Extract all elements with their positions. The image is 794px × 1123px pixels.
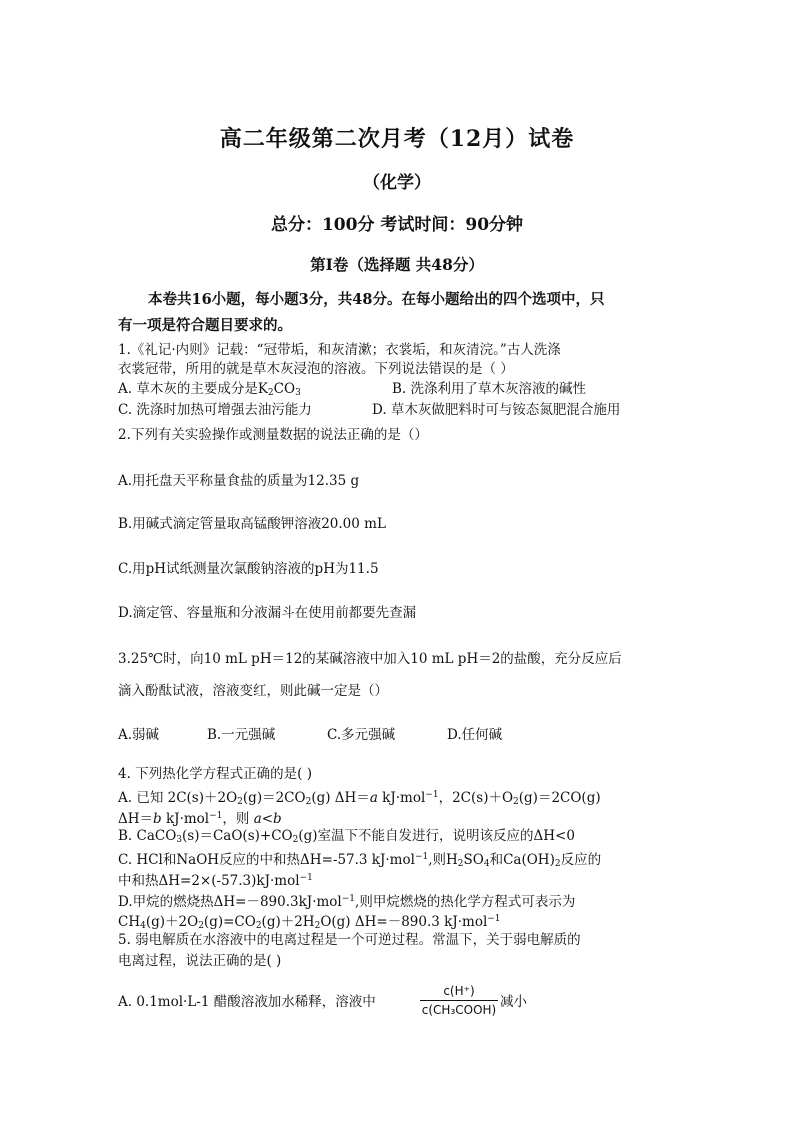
q3-option-a: A.弱碱 [118, 727, 160, 743]
q4-option-a-line-1: A. 已知 $2C(s)+2O_2(g)=2CO_2(g)$ ΔH＝a kJ·mol$^{-1}$，$2C(s)+O_2(g)=2CO(g)$ [118, 790, 601, 807]
q5-stem-line-2: 电离过程，说法正确的是( ) [118, 953, 282, 969]
fraction-numerator: c(H⁺) [443, 984, 475, 998]
q3-option-c: C.多元强碱 [327, 727, 396, 743]
part-title: 第Ⅰ卷（选择题 共48分） [310, 255, 484, 274]
score-time-line: 总分：100分 考试时间：90分钟 [270, 215, 524, 235]
q3-stem-line-1: 3.25℃时，向10 mL pH＝12的某碱溶液中加入10 mL pH＝2的盐酸，充分反应后 [118, 651, 622, 667]
q5-fraction [420, 983, 498, 1018]
q1-option-b: B. 洗涤利用了草木灰溶液的碱性 [392, 381, 587, 397]
page-title: 高二年级第二次月考（12月）试卷 [219, 126, 575, 152]
fraction-denominator: c(CH₃COOH) [421, 1003, 497, 1017]
q1-option-a: A. 草木灰的主要成分是$K_2CO_3$ [118, 381, 301, 398]
q5-option-a-suffix: 减小 [500, 994, 527, 1010]
subject-label: （化学） [363, 173, 431, 193]
q4-option-c-line-1: C. HCl和NaOH反应的中和热ΔH=-57.3 kJ·mol$^{-1}$,则$H_2SO_4$和$Ca(OH)_2$反应的 [118, 852, 602, 869]
fraction-bar [420, 1000, 498, 1001]
q1-option-d: D. 草木灰做肥料时可与铵态氮肥混合施用 [372, 402, 621, 418]
instructions-line-2: 有一项是符合题目要求的。 [118, 317, 292, 334]
q2-stem: 2.下列有关实验操作或测量数据的说法正确的是（） [118, 427, 428, 443]
q1-option-c: C. 洗涤时加热可增强去油污能力 [118, 402, 312, 418]
q1-stem-line-1: 1.《礼记·内则》记载：“冠带垢，和灰清漱；衣裳垢，和灰清浣。”古人洗涤 [118, 342, 561, 358]
q4-option-d-line-1: D.甲烷的燃烧热ΔH=－890.3kJ·mol$^{-1}$,则甲烷燃烧的热化学方程式可表示为 [118, 894, 576, 910]
q3-option-d: D.任何碱 [447, 727, 503, 743]
q3-stem-line-2: 滴入酚酞试液，溶液变红，则此碱一定是（） [118, 683, 388, 699]
q2-option-c: C.用pH试纸测量次氯酸钠溶液的pH为11.5 [118, 561, 379, 577]
q2-option-b: B.用碱式滴定管量取高锰酸钾溶液20.00 mL [118, 516, 386, 532]
q4-option-d-line-2: $CH_4(g)+2O_2(g)=CO_2(g)+2H_2O(g)$ ΔH=－890.3 kJ·mol$^{-1}$ [118, 914, 501, 931]
q2-option-d: D.滴定管、容量瓶和分液漏斗在使用前都要先查漏 [118, 605, 417, 621]
instructions-line-1: 本卷共16小题，每小题3分，共48分。在每小题给出的四个选项中，只 [148, 291, 605, 308]
q4-option-b: B. $CaCO_3(s)=CaO(s)+CO_2(g)$室温下不能自发进行，说明该反应的ΔH<0 [118, 828, 575, 845]
q4-stem: 4. 下列热化学方程式正确的是( ) [118, 766, 312, 782]
q2-option-a: A.用托盘天平称量食盐的质量为12.35 g [118, 473, 360, 489]
q1-stem-line-2: 衣裳冠带，所用的就是草木灰浸泡的溶液。下列说法错误的是（ ） [118, 361, 514, 377]
q5-option-a-text: A. 0.1mol·L-1 醋酸溶液加水稀释，溶液中 [118, 994, 376, 1010]
q5-stem-line-1: 5. 弱电解质在水溶液中的电离过程是一个可逆过程。常温下，关于弱电解质的 [118, 932, 581, 948]
q4-option-a-line-2: ΔH＝b kJ·mol$^{-1}$，则 a<b [118, 811, 282, 827]
q4-option-c-line-2: 中和热ΔH=2×(-57.3)kJ·mol$^{-1}$ [118, 873, 313, 889]
q3-option-b: B.一元强碱 [207, 727, 276, 743]
